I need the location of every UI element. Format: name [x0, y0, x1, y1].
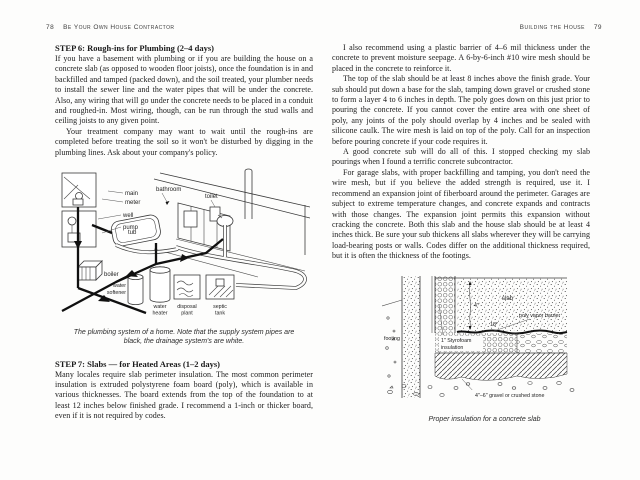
- right-paragraph-2: The top of the slab should be at least 8 inches above the finish grade. Your sub should put down a base for the slab, tamping down gravel or crushed stone to form a layer 4 to 6 inches in depth. The poly goes down on this just prior to pouring the concrete. If you cannot cover the entire area with one sheet of poly, any joints of the poly should overlap by 4 inches and be sealed with silicone caulk. The wire mesh is laid on top of the poly. Call for an inspection before pouring concrete if your code requires it.: [332, 74, 590, 146]
- right-running-title: Building the House: [519, 24, 585, 31]
- label-well: well: [123, 213, 134, 220]
- label-dim-4: 4": [474, 302, 479, 309]
- label-footing: footing: [384, 335, 400, 342]
- right-paragraph-3: A good concrete sub will do all of this. I stopped checking my slab pourings when I found a terrific concrete subcontractor.: [332, 147, 590, 167]
- water-heater: [150, 267, 170, 302]
- boiler: [78, 261, 102, 280]
- label-water-softener-2: softener: [106, 290, 126, 297]
- right-running-head: [332, 24, 602, 31]
- bathroom-wall-framing: [178, 203, 230, 251]
- label-dim-18: 18": [490, 321, 498, 328]
- step7-paragraph-1: Many locales require slab perimeter insulation. The most common perimeter insulation is extruded polystyrene foam board (poly), which is available in various thicknesses. The board extends from the top of the foundation to at least 12 inches below finished grade. I recommend a 1-inch or thicker board, even if it is not required by codes.: [55, 369, 313, 421]
- right-page: [332, 24, 602, 424]
- slab-diagram: [382, 276, 587, 408]
- label-water-softener-1: water: [113, 283, 126, 290]
- step7-heading: STEP 7: Slabs — for Heated Areas (1–2 days): [55, 358, 220, 369]
- label-septic-tank-1: septic: [213, 304, 227, 311]
- right-page-number: 79: [593, 24, 602, 31]
- plumbing-diagram: [58, 163, 310, 321]
- label-toilet: toilet: [205, 194, 218, 201]
- water-softener: [128, 274, 143, 304]
- left-page: [46, 24, 314, 422]
- label-meter: meter: [125, 200, 141, 207]
- label-styrofoam-2: insulation: [441, 344, 464, 351]
- label-water-heater-2: heater: [152, 310, 168, 317]
- label-styrofoam-1: 1" Styrofoam: [441, 337, 472, 344]
- left-running-title: Be Your Own House Contractor: [63, 24, 175, 31]
- label-slab: slab: [502, 295, 514, 302]
- left-column: [55, 43, 313, 422]
- footing-wall: [402, 276, 420, 398]
- label-pump: pump: [123, 225, 139, 232]
- label-disposal-plant-2: plant: [181, 310, 193, 317]
- right-paragraph-1: I also recommend using a plastic barrier of 4–6 mil thickness under the concrete to prevent moisture seepage. A 6-by-6-inch #10 wire mesh should be placed in the concrete to reinforce it.: [332, 43, 590, 73]
- label-poly-vapor-barrier: poly vapor barrier: [519, 312, 561, 319]
- septic-tank: [206, 275, 234, 299]
- label-gravel: 4"–6" gravel or crushed stone: [475, 392, 545, 399]
- slab-figure: [382, 276, 587, 425]
- base-course-hatch: [435, 353, 567, 380]
- right-paragraph-4: For garage slabs, with proper backfilling and tamping, you don't need the wire mesh, but if you believe the added strength is required, use it. I recommend an expansion joint of fiberboard around the perimeter. Garages are subject to extreme temperature changes, and concrete expands and contracts with those changes. The expansion joint permits this expansion without cracking the concrete. Both this slab and the house slab should be at least 4 inches thick. Be sure your sub thickens all slabs wherever they will be carrying load-bearing posts or walls. Codes differ on the additional thickness required, but it is often the thickness of the footings.: [332, 167, 590, 261]
- label-disposal-plant-1: disposal: [177, 304, 197, 311]
- label-septic-tank-2: tank: [214, 310, 226, 317]
- label-water-heater-1: water: [153, 304, 167, 311]
- label-main: main: [125, 191, 139, 198]
- label-tub: tub: [128, 230, 137, 237]
- left-page-number: 78: [46, 24, 55, 31]
- backfill-stones: [382, 300, 402, 388]
- plumbing-figure-caption: The plumbing system of a home. Note that the supply system pipes are black, the drainage system's are white.: [73, 329, 295, 345]
- slab-figure-caption: Proper insulation for a concrete slab: [428, 415, 541, 423]
- main-meter-box: [62, 173, 96, 207]
- right-column: [332, 43, 590, 424]
- step6-heading: STEP 6: Rough-ins for Plumbing (2–4 days): [55, 43, 215, 53]
- label-boiler: boiler: [104, 272, 119, 279]
- label-bathroom: bathroom: [156, 187, 182, 194]
- disposal-plant: [174, 275, 200, 299]
- plumbing-figure: [55, 163, 313, 347]
- toilet: [210, 207, 233, 227]
- step6-paragraph-1: If you have a basement with plumbing or if you are building the house on a concrete slab (as opposed to wooden floor joists), once the foundation is in and backfilled and tamped (packed down), and the soil treated, your plumber needs to install the sewer line and the water pipes that will be under the concrete. Also, any wiring that will go under the concrete needs to be placed in a conduit and roughed-in. Most wiring, though, can be run through the stud walls and ceiling joists to any given point.: [55, 54, 313, 126]
- styrofoam-column: [432, 276, 455, 333]
- step6-paragraph-2: Your treatment company may want to wait until the rough-ins are completed before treating the soil so it won't be disturbed by digging in the plumbing lines. Ask about your company's policy.: [55, 126, 313, 157]
- left-running-head: [46, 24, 314, 31]
